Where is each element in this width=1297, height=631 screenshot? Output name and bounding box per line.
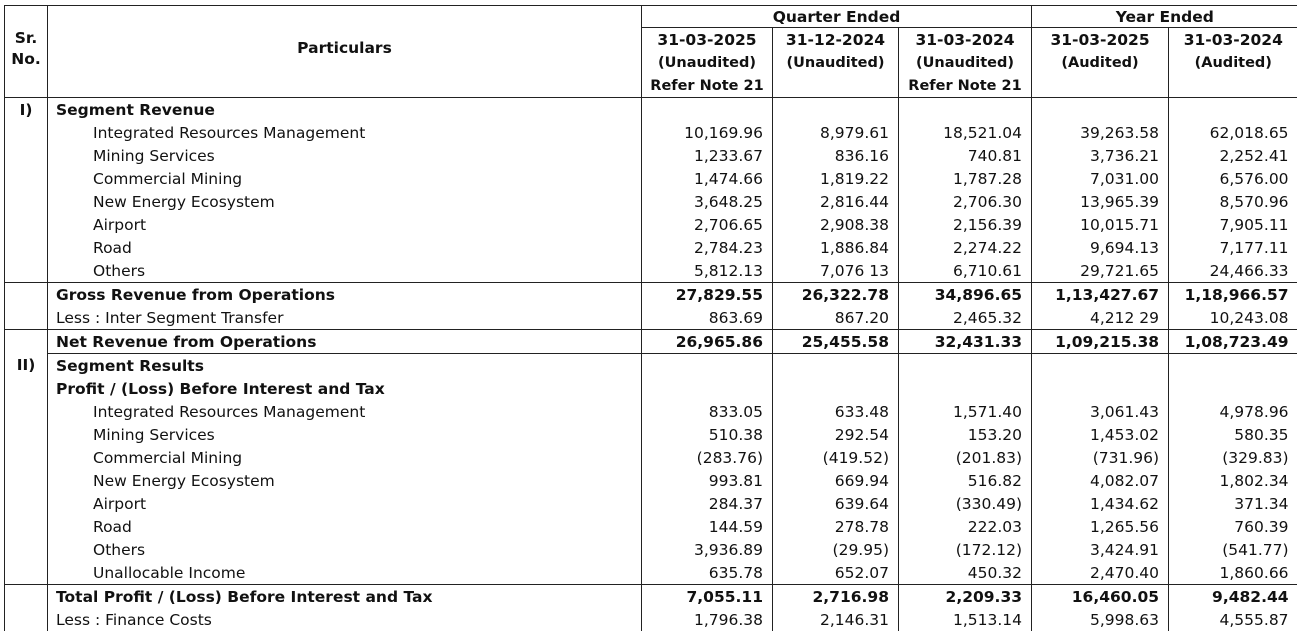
cell-value: 2,274.22 (899, 236, 1032, 259)
year-ended-header: Year Ended (1032, 6, 1297, 28)
col-note: Refer Note 21 (642, 74, 773, 98)
header-row-groups (5, 6, 1297, 28)
col-date: 31-03-2024 (899, 28, 1032, 52)
cell-value: 2,816.44 (773, 190, 899, 213)
section-subtitle: Profit / (Loss) Before Interest and Tax (48, 377, 642, 400)
cell-value: 29,721.65 (1032, 259, 1169, 283)
section-subtitle-row (5, 377, 1297, 400)
cell-value: 26,322.78 (773, 283, 899, 307)
col-status: (Unaudited) (899, 51, 1032, 74)
cell-value: 993.81 (642, 469, 773, 492)
sr-label-1: Sr. (5, 28, 47, 49)
cell-value: (541.77) (1169, 538, 1297, 561)
cell-value: 1,08,723.49 (1169, 330, 1297, 354)
sr-cell (5, 469, 48, 492)
table-row (5, 446, 1297, 469)
cell-value: 2,706.65 (642, 213, 773, 236)
cell-value: 3,061.43 (1032, 400, 1169, 423)
row-label: Commercial Mining (48, 446, 642, 469)
cell-value: 2,156.39 (899, 213, 1032, 236)
cell-value: 4,082.07 (1032, 469, 1169, 492)
particulars-header: Particulars (48, 6, 642, 98)
cell-value: (731.96) (1032, 446, 1169, 469)
row-label: Less : Finance Costs (48, 608, 642, 631)
row-label: Mining Services (48, 144, 642, 167)
cell-value: 2,784.23 (642, 236, 773, 259)
row-label: Commercial Mining (48, 167, 642, 190)
cell-value: 9,694.13 (1032, 236, 1169, 259)
col-date: 31-03-2025 (1032, 28, 1169, 52)
sr-cell (5, 492, 48, 515)
table-row (5, 167, 1297, 190)
col-note: Refer Note 21 (899, 74, 1032, 98)
col-status: (Unaudited) (642, 51, 773, 74)
cell-value: 1,265.56 (1032, 515, 1169, 538)
cell-value: 1,453.02 (1032, 423, 1169, 446)
cell-value: 3,424.91 (1032, 538, 1169, 561)
inter-segment-row (5, 306, 1297, 330)
cell-value: 2,209.33 (899, 585, 1032, 609)
cell-value: 3,736.21 (1032, 144, 1169, 167)
table-row (5, 400, 1297, 423)
cell-value: (29.95) (773, 538, 899, 561)
cell-value: (330.49) (899, 492, 1032, 515)
cell-value: 39,263.58 (1032, 121, 1169, 144)
section-sr: II) (5, 354, 48, 378)
cell-value: 2,465.32 (899, 306, 1032, 330)
cell-value: 1,434.62 (1032, 492, 1169, 515)
sr-cell (5, 400, 48, 423)
result-rows (5, 400, 1297, 585)
cell-value: 580.35 (1169, 423, 1297, 446)
cell-value: 10,243.08 (1169, 306, 1297, 330)
table-row (5, 213, 1297, 236)
cell-value: 5,998.63 (1032, 608, 1169, 631)
cell-value: 639.64 (773, 492, 899, 515)
cell-value: 6,576.00 (1169, 167, 1297, 190)
cell-value: 1,233.67 (642, 144, 773, 167)
section-title: Segment Results (48, 354, 642, 378)
table-row (5, 492, 1297, 515)
sr-cell (5, 561, 48, 585)
cell-value: 7,905.11 (1169, 213, 1297, 236)
cell-value: 2,252.41 (1169, 144, 1297, 167)
sr-cell (5, 515, 48, 538)
finance-costs-row (5, 608, 1297, 631)
cell-value: 2,908.38 (773, 213, 899, 236)
col-note (1169, 74, 1297, 98)
cell-value: 833.05 (642, 400, 773, 423)
cell-value: 278.78 (773, 515, 899, 538)
cell-value: 222.03 (899, 515, 1032, 538)
cell-value: 450.32 (899, 561, 1032, 585)
col-status: (Audited) (1169, 51, 1297, 74)
cell-value: 2,146.31 (773, 608, 899, 631)
cell-value: 4,555.87 (1169, 608, 1297, 631)
col-date: 31-03-2024 (1169, 28, 1297, 52)
cell-value: 6,710.61 (899, 259, 1032, 283)
row-label: Integrated Resources Management (48, 400, 642, 423)
cell-value: 1,819.22 (773, 167, 899, 190)
revenue-rows (5, 121, 1297, 283)
cell-value: 5,812.13 (642, 259, 773, 283)
col-date: 31-12-2024 (773, 28, 899, 52)
cell-value: 13,965.39 (1032, 190, 1169, 213)
cell-value: (172.12) (899, 538, 1032, 561)
cell-value: (283.76) (642, 446, 773, 469)
cell-value: 669.94 (773, 469, 899, 492)
col-note (1032, 74, 1169, 98)
sr-cell (5, 236, 48, 259)
cell-value: 8,979.61 (773, 121, 899, 144)
segment-table-container (4, 5, 1297, 631)
cell-value: 1,513.14 (899, 608, 1032, 631)
table-row (5, 259, 1297, 283)
row-label: Integrated Resources Management (48, 121, 642, 144)
cell-value: 3,936.89 (642, 538, 773, 561)
cell-value: 24,466.33 (1169, 259, 1297, 283)
col-note (773, 74, 899, 98)
cell-value: 1,886.84 (773, 236, 899, 259)
cell-value: (329.83) (1169, 446, 1297, 469)
cell-value: 27,829.55 (642, 283, 773, 307)
cell-value: 1,18,966.57 (1169, 283, 1297, 307)
cell-value: 7,076 13 (773, 259, 899, 283)
sr-label-2: No. (5, 49, 47, 70)
row-label: Gross Revenue from Operations (48, 283, 642, 307)
table-row (5, 469, 1297, 492)
cell-value: 1,13,427.67 (1032, 283, 1169, 307)
section-row-results (5, 354, 1297, 378)
row-label: Total Profit / (Loss) Before Interest and Tax (48, 585, 642, 609)
total-pbit-row (5, 585, 1297, 609)
cell-value: 1,860.66 (1169, 561, 1297, 585)
cell-value: 633.48 (773, 400, 899, 423)
row-label: Others (48, 259, 642, 283)
cell-value: 284.37 (642, 492, 773, 515)
gross-revenue-row (5, 283, 1297, 307)
cell-value: 292.54 (773, 423, 899, 446)
cell-value: 1,09,215.38 (1032, 330, 1169, 354)
cell-value: 62,018.65 (1169, 121, 1297, 144)
cell-value: 863.69 (642, 306, 773, 330)
table-row (5, 538, 1297, 561)
table-row (5, 561, 1297, 585)
col-status: (Unaudited) (773, 51, 899, 74)
col-status: (Audited) (1032, 51, 1169, 74)
cell-value: 10,169.96 (642, 121, 773, 144)
row-label: New Energy Ecosystem (48, 190, 642, 213)
cell-value: 516.82 (899, 469, 1032, 492)
cell-value: 4,212 29 (1032, 306, 1169, 330)
row-label: Road (48, 236, 642, 259)
sr-cell (5, 423, 48, 446)
cell-value: 7,055.11 (642, 585, 773, 609)
cell-value: 3,648.25 (642, 190, 773, 213)
cell-value: 26,965.86 (642, 330, 773, 354)
table-row (5, 121, 1297, 144)
cell-value: 153.20 (899, 423, 1032, 446)
cell-value: 32,431.33 (899, 330, 1032, 354)
cell-value: 18,521.04 (899, 121, 1032, 144)
row-label: Airport (48, 213, 642, 236)
cell-value: 34,896.65 (899, 283, 1032, 307)
cell-value: 1,474.66 (642, 167, 773, 190)
sr-no-header (5, 6, 48, 98)
cell-value: 7,031.00 (1032, 167, 1169, 190)
cell-value: 25,455.58 (773, 330, 899, 354)
net-revenue-row (5, 330, 1297, 354)
cell-value: 2,706.30 (899, 190, 1032, 213)
cell-value: 652.07 (773, 561, 899, 585)
sr-cell (5, 538, 48, 561)
section-row-revenue (5, 98, 1297, 122)
cell-value: 2,470.40 (1032, 561, 1169, 585)
sr-cell (5, 259, 48, 283)
row-label: Airport (48, 492, 642, 515)
table-row (5, 236, 1297, 259)
row-label: Net Revenue from Operations (48, 330, 642, 354)
cell-value: 16,460.05 (1032, 585, 1169, 609)
segment-table (4, 5, 1297, 631)
table-row (5, 515, 1297, 538)
row-label: New Energy Ecosystem (48, 469, 642, 492)
sr-cell (5, 121, 48, 144)
col-date: 31-03-2025 (642, 28, 773, 52)
sr-cell (5, 190, 48, 213)
table-row (5, 144, 1297, 167)
cell-value: 9,482.44 (1169, 585, 1297, 609)
cell-value: 1,787.28 (899, 167, 1032, 190)
sr-cell (5, 144, 48, 167)
cell-value: 635.78 (642, 561, 773, 585)
section-sr: I) (5, 98, 48, 122)
row-label: Less : Inter Segment Transfer (48, 306, 642, 330)
cell-value: (201.83) (899, 446, 1032, 469)
cell-value: (419.52) (773, 446, 899, 469)
cell-value: 2,716.98 (773, 585, 899, 609)
sr-cell (5, 167, 48, 190)
sr-cell (5, 446, 48, 469)
cell-value: 4,978.96 (1169, 400, 1297, 423)
cell-value: 836.16 (773, 144, 899, 167)
cell-value: 8,570.96 (1169, 190, 1297, 213)
cell-value: 867.20 (773, 306, 899, 330)
cell-value: 1,796.38 (642, 608, 773, 631)
row-label: Road (48, 515, 642, 538)
sr-cell (5, 213, 48, 236)
section-title: Segment Revenue (48, 98, 642, 122)
quarter-ended-header: Quarter Ended (642, 6, 1032, 28)
row-label: Mining Services (48, 423, 642, 446)
cell-value: 760.39 (1169, 515, 1297, 538)
cell-value: 7,177.11 (1169, 236, 1297, 259)
cell-value: 510.38 (642, 423, 773, 446)
row-label: Others (48, 538, 642, 561)
cell-value: 1,571.40 (899, 400, 1032, 423)
cell-value: 144.59 (642, 515, 773, 538)
table-row (5, 190, 1297, 213)
row-label: Unallocable Income (48, 561, 642, 585)
cell-value: 740.81 (899, 144, 1032, 167)
cell-value: 10,015.71 (1032, 213, 1169, 236)
cell-value: 371.34 (1169, 492, 1297, 515)
cell-value: 1,802.34 (1169, 469, 1297, 492)
table-row (5, 423, 1297, 446)
